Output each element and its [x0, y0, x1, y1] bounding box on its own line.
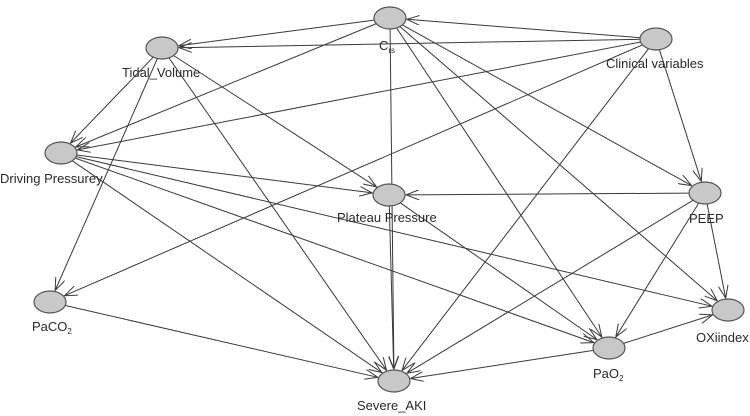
node-label-text: Tidal_Volume	[122, 65, 201, 80]
node-label-subscript: rs	[388, 46, 396, 55]
node-label-text: C	[379, 38, 389, 53]
node-label-text: Driving Pressurey	[0, 171, 103, 186]
node-label-text: Clinical variables	[606, 56, 704, 71]
label-layer	[0, 38, 749, 413]
node-label-pao2	[593, 366, 624, 383]
node-label-paco2	[32, 319, 72, 336]
node-paco2	[34, 291, 66, 313]
node-label-driving	[0, 171, 103, 186]
edge-driving-to-oxi	[76, 157, 712, 307]
node-label-text: Plateau Pressure	[337, 210, 437, 225]
node-label-oxi	[696, 330, 749, 345]
edge-peep-to-plateau	[406, 193, 689, 195]
node-label-text: PaCO	[32, 319, 68, 334]
edge-clinical-to-tidal	[179, 39, 640, 47]
edge-driving-to-pao2	[75, 158, 594, 343]
edge-crs-to-driving	[76, 24, 377, 147]
node-crs	[374, 7, 406, 29]
node-label-text: OXiindex	[696, 330, 749, 345]
node-clinical	[640, 28, 672, 50]
node-label-crs	[379, 38, 395, 55]
node-pao2	[593, 337, 625, 359]
edge-paco2-to-aki	[65, 306, 378, 378]
edge-crs-to-tidal	[179, 20, 375, 46]
node-aki	[378, 370, 410, 392]
node-label-subscript: 2	[619, 374, 624, 383]
node-plateau	[373, 184, 405, 206]
node-label-plateau	[337, 210, 437, 225]
node-label-aki	[357, 398, 426, 413]
node-driving	[45, 142, 77, 164]
edge-clinical-to-crs	[407, 19, 640, 37]
node-label-text: PaO	[593, 366, 620, 381]
node-label-subscript: 2	[67, 327, 72, 336]
node-label-clinical	[606, 56, 704, 71]
edge-crs-to-pao2	[397, 28, 602, 337]
node-label-tidal	[122, 65, 200, 80]
node-label-text: PEEP	[689, 211, 724, 226]
edge-tidal-to-plateau	[174, 56, 377, 187]
node-tidal	[146, 37, 178, 59]
node-label-text: Severe_AKI	[357, 398, 427, 413]
node-peep	[689, 182, 721, 204]
node-label-peep	[689, 211, 724, 226]
node-oxi	[712, 299, 744, 321]
edge-peep-to-aki	[407, 200, 693, 373]
